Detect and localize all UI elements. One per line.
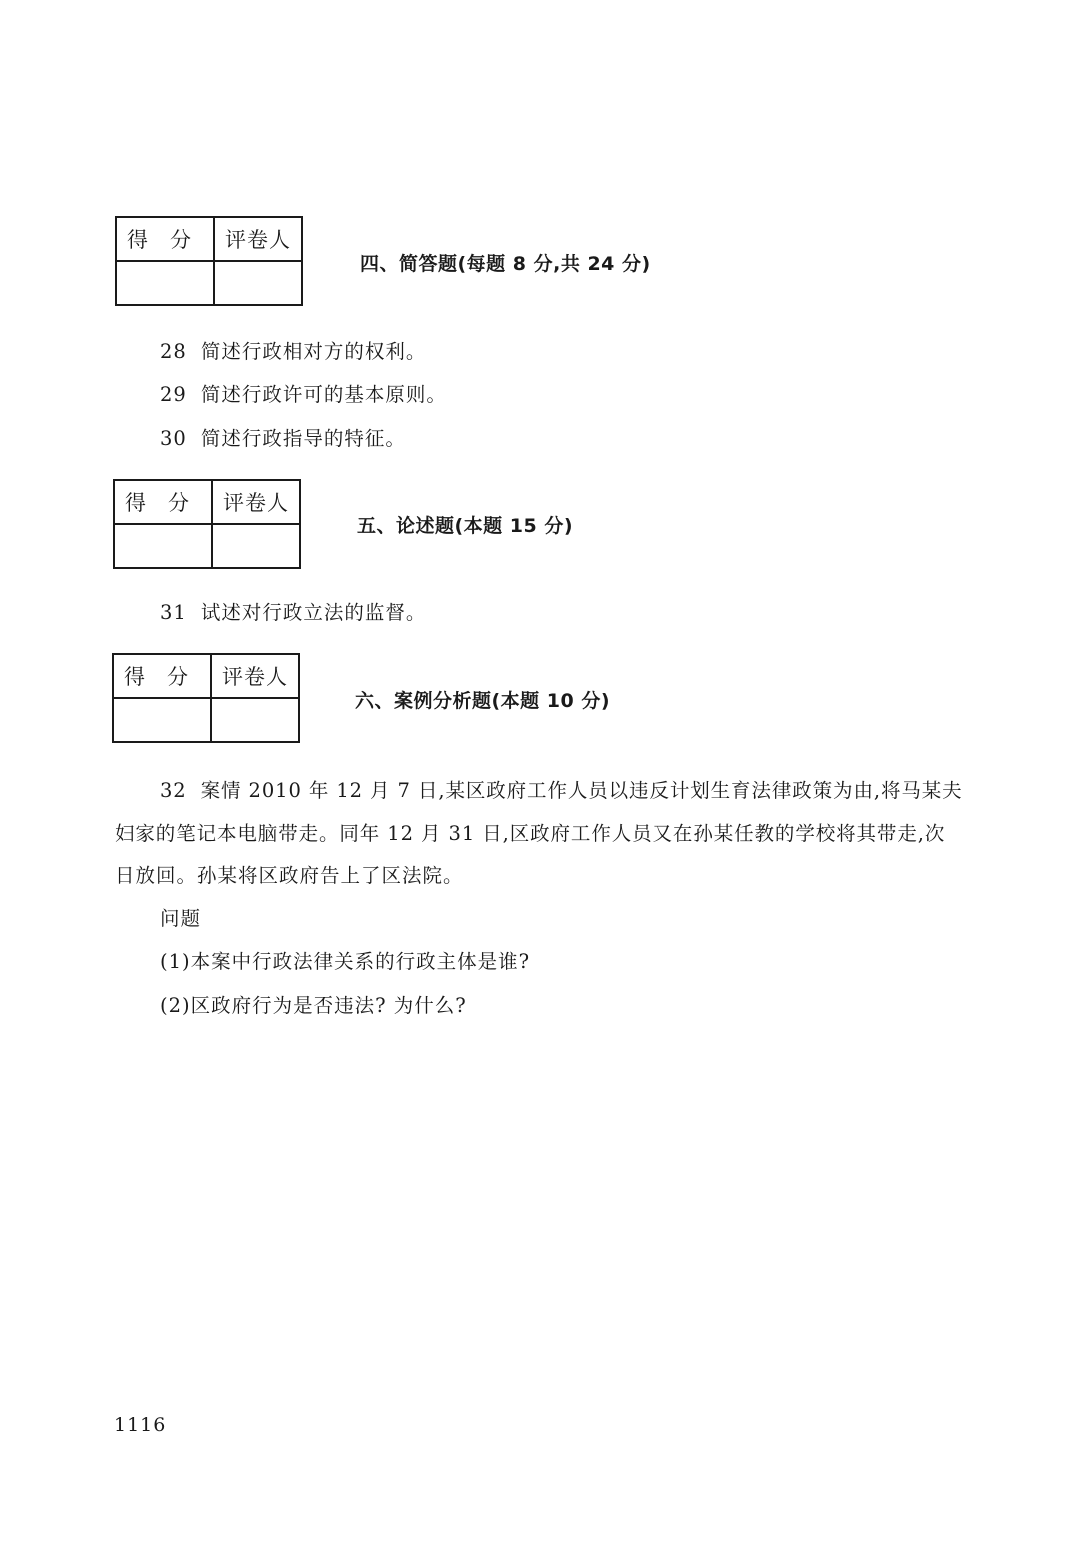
case-line-3 (115, 860, 464, 888)
grader-cell[interactable] (212, 524, 300, 568)
case-line-1 (160, 775, 963, 803)
section6-title: 六、案例分析题(本题 10 分) (355, 690, 611, 712)
question-31 (160, 597, 426, 625)
case-line-2 (115, 818, 945, 846)
grader-label: 评卷人 (212, 480, 300, 524)
question-28 (160, 336, 426, 364)
question-text: 简述行政相对方的权利。 (200, 340, 427, 363)
question-number: 31 (160, 601, 187, 624)
question-30 (160, 423, 406, 451)
section4-title: 四、简答题(每题 8 分,共 24 分) (360, 253, 651, 275)
score-cell[interactable] (113, 698, 211, 742)
problem-1: (1)本案中行政法律关系的行政主体是谁? (160, 950, 531, 973)
score-box-section6 (112, 653, 300, 743)
problem-2: (2)区政府行为是否违法? 为什么? (160, 994, 467, 1017)
question-number: 28 (160, 340, 187, 363)
case-text: 案情 2010 年 12 月 7 日,某区政府工作人员以违反计划生育法律政策为由,将马某夫 (200, 779, 963, 802)
question-text: 试述对行政立法的监督。 (200, 601, 427, 624)
score-label: 得分 (113, 654, 211, 698)
question-text: 简述行政指导的特征。 (200, 427, 406, 450)
score-box-section5 (113, 479, 301, 569)
section5-title: 五、论述题(本题 15 分) (357, 515, 574, 537)
problem-label: 问题 (160, 907, 202, 930)
case-text: 日放回。孙某将区政府告上了区法院。 (115, 864, 464, 887)
grader-cell[interactable] (211, 698, 299, 742)
score-label: 得分 (114, 480, 212, 524)
grader-label: 评卷人 (211, 654, 299, 698)
score-label: 得分 (116, 217, 214, 261)
grader-label: 评卷人 (214, 217, 302, 261)
grader-cell[interactable] (214, 261, 302, 305)
question-number: 29 (160, 383, 187, 406)
score-box-section4 (115, 216, 303, 306)
score-cell[interactable] (116, 261, 214, 305)
case-number: 32 (160, 779, 187, 802)
question-29 (160, 379, 447, 407)
score-cell[interactable] (114, 524, 212, 568)
page-number: 1116 (114, 1414, 167, 1436)
question-number: 30 (160, 427, 187, 450)
question-text: 简述行政许可的基本原则。 (200, 383, 447, 406)
case-text: 妇家的笔记本电脑带走。同年 12 月 31 日,区政府工作人员又在孙某任教的学校将其带走,次 (115, 822, 946, 845)
